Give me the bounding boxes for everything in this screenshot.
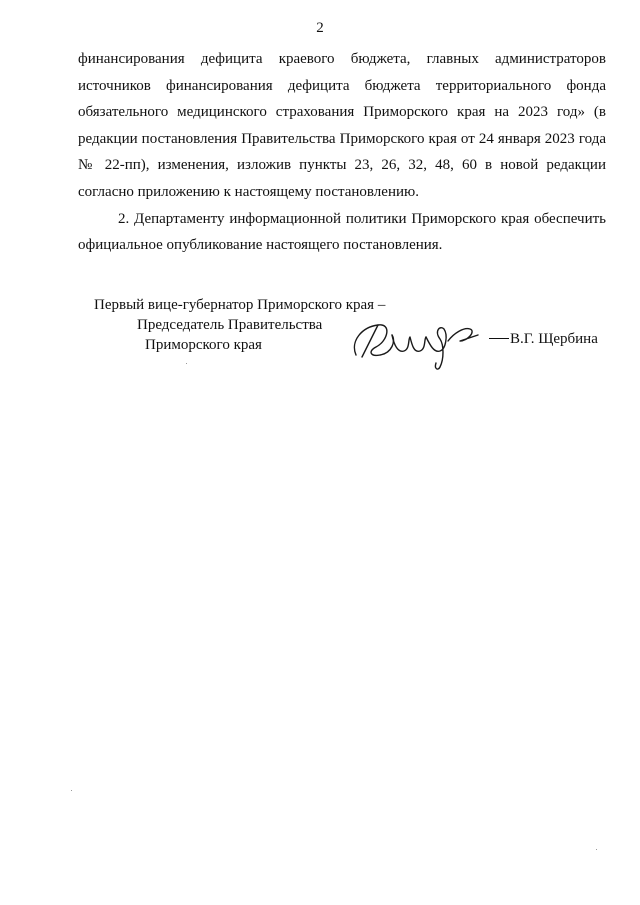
signature-block [0, 295, 640, 375]
signer-name: В.Г. Щербина [510, 331, 598, 347]
scan-speck [596, 849, 597, 850]
signer-title-line-3: Приморского края [145, 337, 262, 353]
paragraph-1: финансирования дефицита краевого бюджета, главных администраторов источников финансирования дефицита бюджета территориального фонда обязательного медицинского страхования Приморского края на 2023 год» (в редакции постановления Правительства Приморского края от 24 января 2023 года № 22-пп), изменения, изложив пункты 23, 26, 32, 48, 60 в новой редакции согласно приложению к настоящему постановлению. [78, 51, 606, 200]
page-number: 2 [316, 20, 324, 36]
signer-title-line-1: Первый вице-губернатор Приморского края – [94, 297, 386, 313]
scan-speck [71, 790, 72, 791]
paragraph-2: 2. Департаменту информационной политики Приморского края обеспечить официальное опубликование настоящего постановления. [78, 210, 606, 254]
signature-dash [489, 338, 509, 339]
handwritten-signature [348, 311, 498, 373]
document-body [78, 46, 606, 259]
signer-title-line-2: Председатель Правительства [137, 317, 323, 333]
scan-speck [186, 363, 187, 364]
signer-name-line [489, 329, 598, 349]
